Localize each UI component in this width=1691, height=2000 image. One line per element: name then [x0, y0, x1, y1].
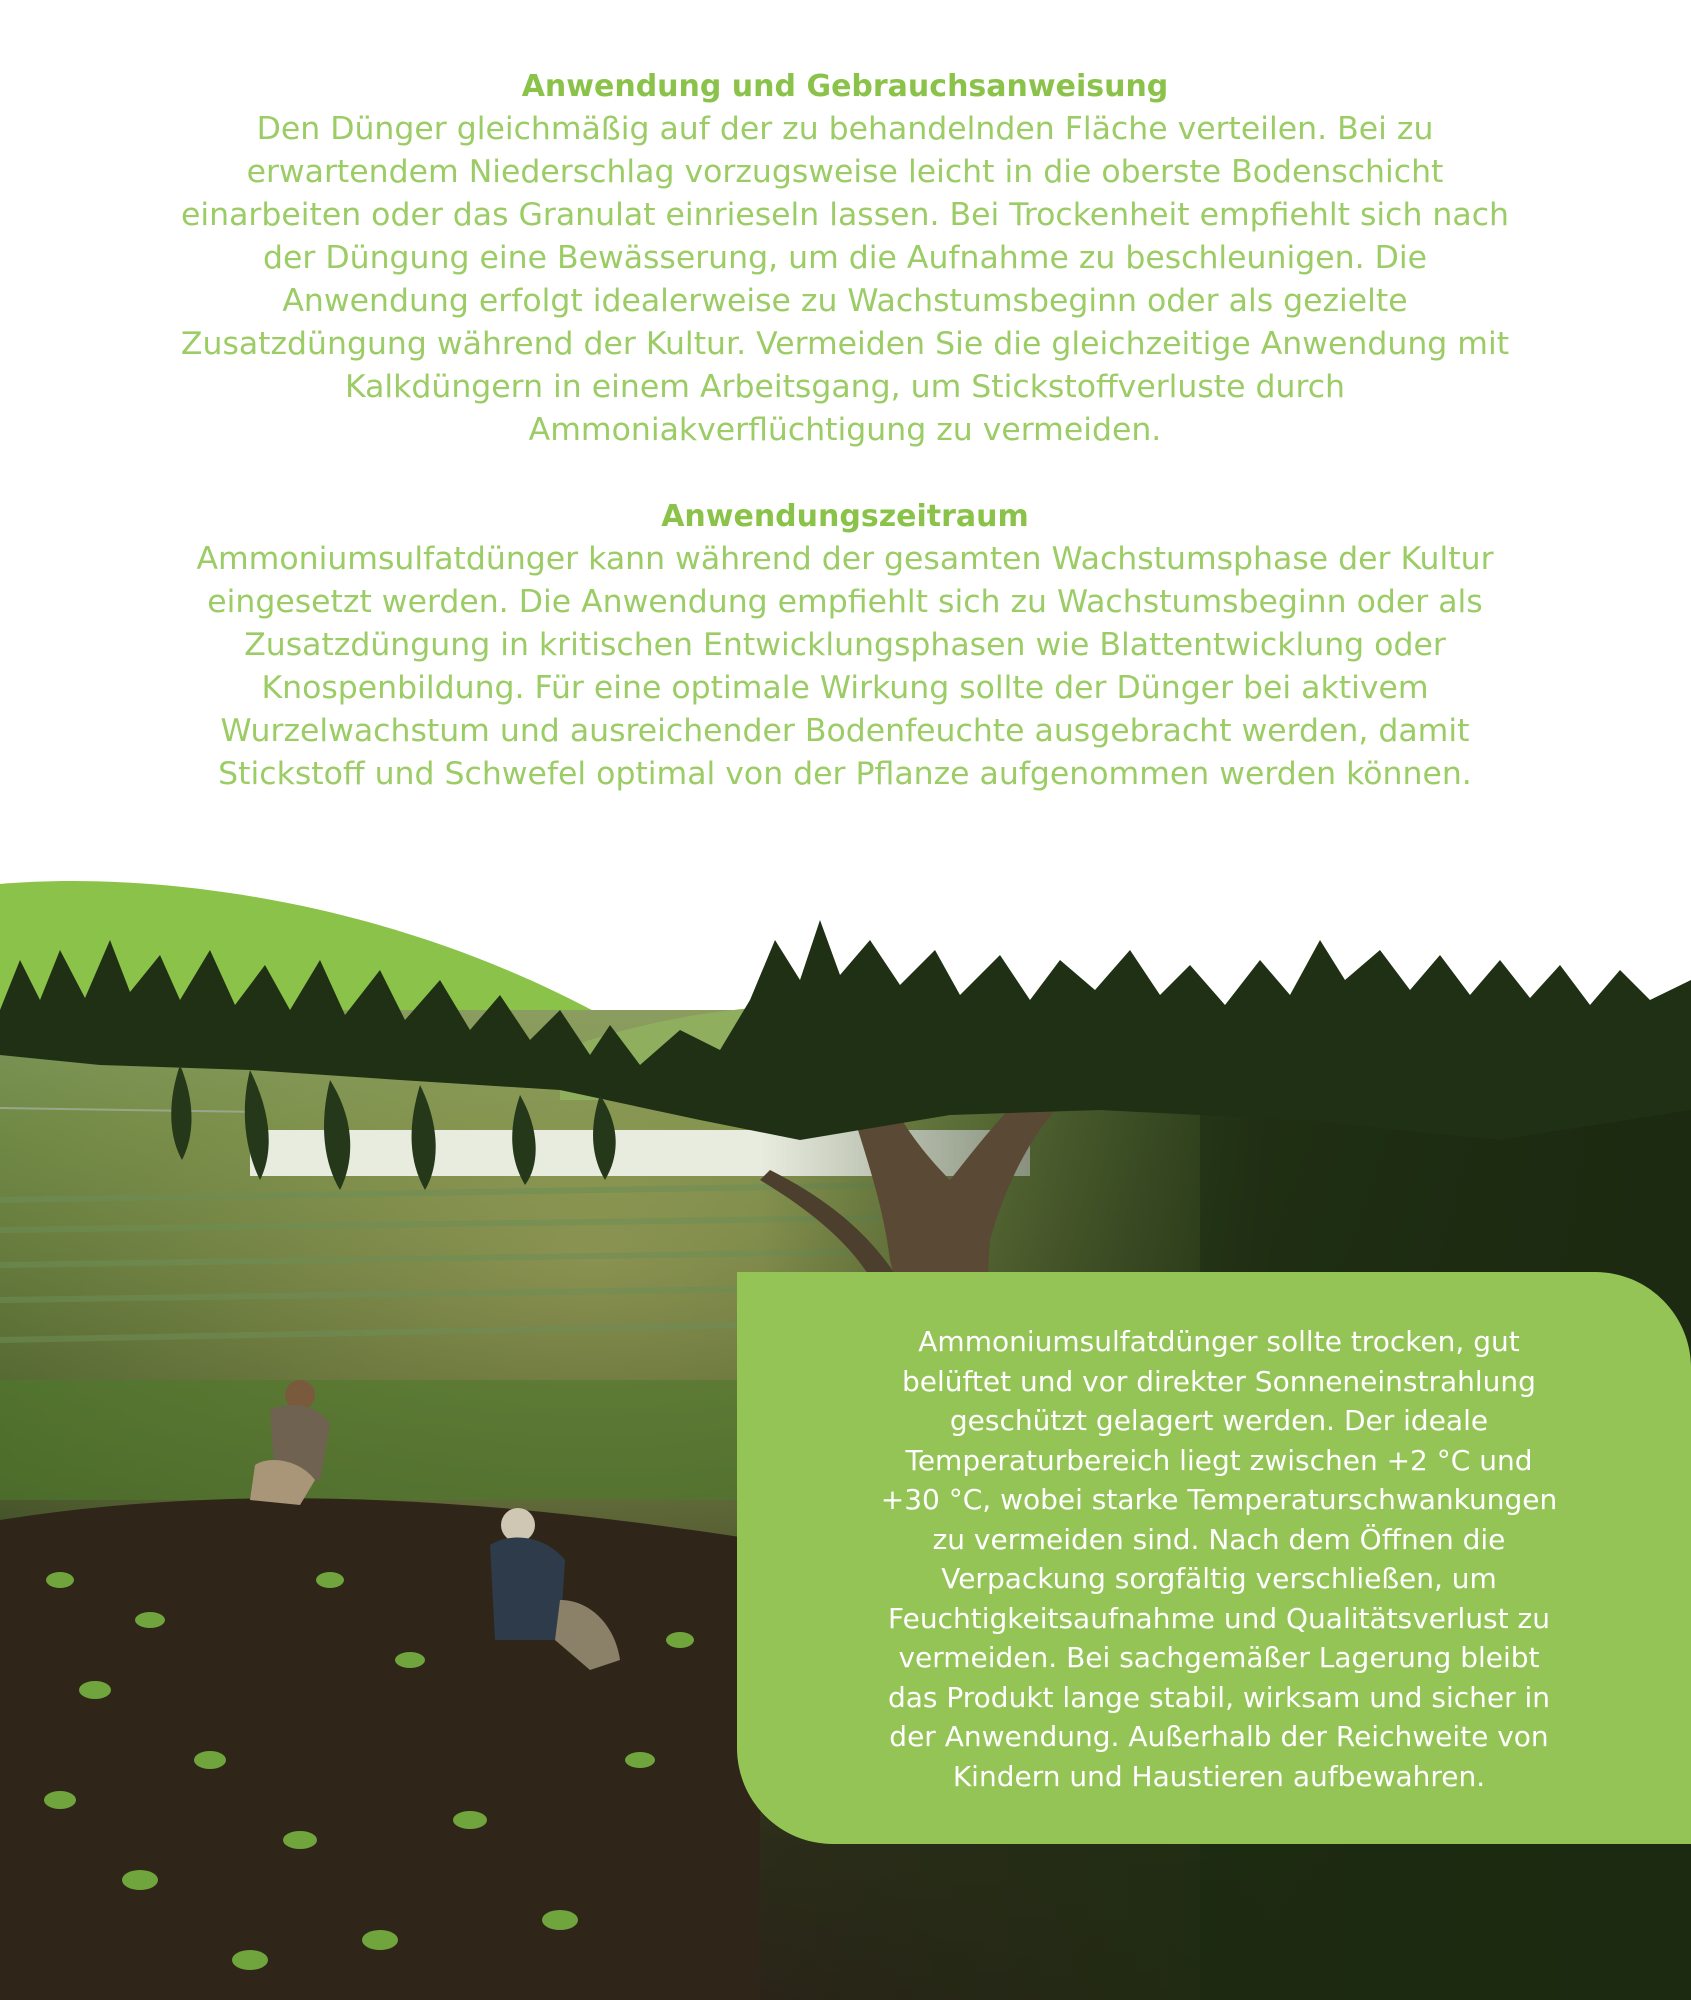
storage-line: vermeiden. Bei sachgemäßer Lagerung bleibt: [898, 1641, 1540, 1674]
usage-section: [95, 66, 1595, 452]
period-line: Ammoniumsulfatdünger kann während der gesamten Wachstumsphase der Kultur: [196, 541, 1494, 577]
storage-line: geschützt gelagert werden. Der ideale: [949, 1404, 1489, 1437]
storage-line: Ammoniumsulfatdünger sollte trocken, gut: [918, 1325, 1520, 1358]
period-line: Wurzelwachstum und ausreichender Bodenfeuchte ausgebracht werden, damit: [220, 713, 1470, 749]
usage-line: einarbeiten oder das Granulat einrieseln lassen. Bei Trockenheit empfiehlt sich nach: [181, 197, 1509, 233]
storage-text: [787, 1322, 1651, 1796]
usage-line: Zusatzdüngung während der Kultur. Vermeiden Sie die gleichzeitige Anwendung mit: [180, 326, 1510, 362]
period-line: Zusatzdüngung in kritischen Entwicklungsphasen wie Blattentwicklung oder: [244, 627, 1446, 663]
storage-line: Verpackung sorgfältig verschließen, um: [941, 1562, 1497, 1595]
period-line: Knospenbildung. Für eine optimale Wirkung sollte der Dünger bei aktivem: [261, 670, 1429, 706]
period-text: [95, 538, 1595, 796]
usage-line: Anwendung erfolgt idealerweise zu Wachstumsbeginn oder als gezielte: [282, 283, 1408, 319]
storage-line: der Anwendung. Außerhalb der Reichweite von: [889, 1720, 1549, 1753]
storage-line: belüftet und vor direkter Sonneneinstrahlung: [902, 1364, 1536, 1398]
usage-line: erwartendem Niederschlag vorzugsweise leicht in die oberste Bodenschicht: [246, 154, 1444, 190]
usage-line: Den Dünger gleichmäßig auf der zu behandelnden Fläche verteilen. Bei zu: [256, 111, 1434, 147]
storage-line: Temperaturbereich liegt zwischen +2 °C und: [905, 1443, 1533, 1477]
storage-line: Kindern und Haustieren aufbewahren.: [952, 1759, 1486, 1793]
usage-line: Ammoniakverflüchtigung zu vermeiden.: [528, 412, 1162, 448]
period-line: Stickstoff und Schwefel optimal von der Pflanze aufgenommen werden können.: [218, 756, 1472, 792]
period-heading: Anwendungszeitraum: [661, 499, 1029, 534]
usage-line: der Düngung eine Bewässerung, um die Aufnahme zu beschleunigen. Die: [263, 240, 1427, 276]
usage-text: [95, 108, 1595, 452]
storage-line: das Produkt lange stabil, wirksam und sicher in: [887, 1680, 1551, 1714]
storage-info-box: [737, 1272, 1691, 1844]
storage-line: +30 °C, wobei starke Temperaturschwankungen: [880, 1483, 1558, 1516]
usage-line: Kalkdüngern in einem Arbeitsgang, um Stickstoffverluste durch: [344, 369, 1346, 405]
soil: [0, 1498, 760, 2000]
period-section: [95, 496, 1595, 796]
period-line: eingesetzt werden. Die Anwendung empfiehlt sich zu Wachstumsbeginn oder als: [207, 584, 1483, 620]
storage-line: Feuchtigkeitsaufnahme und Qualitätsverlust zu: [888, 1601, 1550, 1635]
usage-heading: Anwendung und Gebrauchsanweisung: [521, 69, 1169, 104]
storage-line: zu vermeiden sind. Nach dem Öffnen die: [932, 1522, 1506, 1556]
